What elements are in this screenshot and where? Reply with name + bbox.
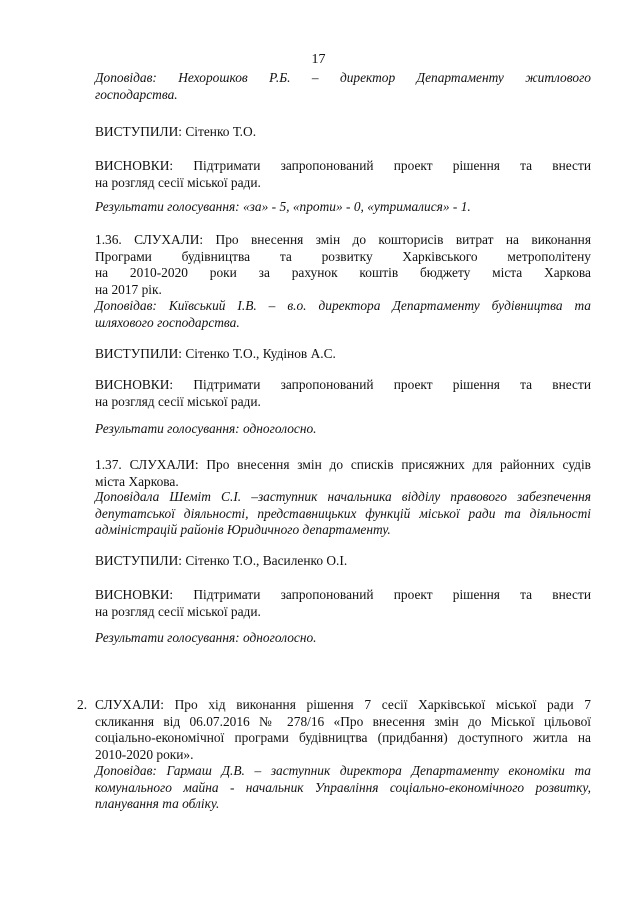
text-line: на 2010-2020 роки за рахунок коштів бюджету міста Харкова bbox=[95, 265, 591, 280]
page-number: 17 bbox=[311, 52, 326, 67]
text-line: на розгляд сесії міської ради. bbox=[95, 603, 261, 619]
conclusion-1 bbox=[95, 158, 591, 191]
text-line: Програми будівництва та розвитку Харківського метрополітену bbox=[95, 248, 591, 264]
reporter-4 bbox=[95, 763, 591, 813]
text-line: шляхового господарства. bbox=[95, 314, 240, 330]
text-line: Доповідав: Гармаш Д.В. – заступник директора Департаменту економіки та bbox=[95, 763, 591, 778]
text-line: комунального майна - начальник Управління соціально-економічного розвитку, bbox=[95, 779, 591, 795]
votes-1: Результати голосування: «за» - 5, «проти» - 0, «утрималися» - 1. bbox=[95, 199, 471, 214]
conclusion-2 bbox=[95, 377, 591, 410]
text-line: Доповідав: Нехорошков Р.Б. – директор Департаменту житлового bbox=[95, 70, 591, 85]
conclusion-3 bbox=[95, 587, 591, 620]
text-line: 2010-2020 роки». bbox=[95, 746, 194, 762]
text-line: Доповідала Шеміт С.І. –заступник начальника відділу правового забезпечення bbox=[95, 489, 591, 504]
text-line: Доповідав: Київський І.В. – в.о. директора Департаменту будівництва та bbox=[95, 298, 591, 313]
text-line: ВИСНОВКИ: Підтримати запропонований проект рішення та внести bbox=[95, 158, 591, 173]
heard-1-37 bbox=[95, 457, 591, 490]
item-number: 2. bbox=[77, 697, 88, 712]
reporter-1 bbox=[95, 70, 591, 103]
text-line: 1.36. СЛУХАЛИ: Про внесення змін до кошторисів витрат на виконання bbox=[95, 232, 591, 247]
heard-2 bbox=[95, 697, 591, 763]
text-line: на розгляд сесії міської ради. bbox=[95, 393, 261, 409]
text-line: міста Харкова. bbox=[95, 473, 179, 489]
text-line: ВИСНОВКИ: Підтримати запропонований проект рішення та внести bbox=[95, 587, 591, 602]
text-line: на 2017 рік. bbox=[95, 281, 162, 297]
speakers-2: ВИСТУПИЛИ: Сітенко Т.О., Кудінов А.С. bbox=[95, 346, 336, 361]
text-line: СЛУХАЛИ: Про хід виконання рішення 7 сесії Харківської міської ради 7 bbox=[95, 697, 591, 712]
text-line: господарства. bbox=[95, 86, 178, 102]
text-line: скликання від 06.07.2016 № 278/16 «Про внесення змін до Міської цільової bbox=[95, 713, 591, 729]
speakers-1: ВИСТУПИЛИ: Сітенко Т.О. bbox=[95, 124, 257, 139]
text-line: адміністрацій районів Юридичного департаменту. bbox=[95, 522, 391, 537]
heard-1-36 bbox=[95, 232, 591, 298]
reporter-2 bbox=[95, 298, 591, 331]
votes-3: Результати голосування: одноголосно. bbox=[95, 630, 317, 645]
text-line: соціально-економічної програми будівництва (придбання) доступного житла на bbox=[95, 730, 591, 745]
text-line: планування та обліку. bbox=[95, 796, 220, 811]
text-line: ВИСНОВКИ: Підтримати запропонований проект рішення та внести bbox=[95, 377, 591, 392]
speakers-3: ВИСТУПИЛИ: Сітенко Т.О., Василенко О.І. bbox=[95, 553, 348, 568]
reporter-3 bbox=[95, 489, 591, 539]
text-line: депутатської діяльності, представницьких функцій міської ради та діяльності bbox=[95, 505, 591, 521]
votes-2: Результати голосування: одноголосно. bbox=[95, 421, 317, 436]
text-line: на розгляд сесії міської ради. bbox=[95, 174, 261, 190]
text-line: 1.37. СЛУХАЛИ: Про внесення змін до списків присяжних для районних судів bbox=[95, 457, 591, 472]
